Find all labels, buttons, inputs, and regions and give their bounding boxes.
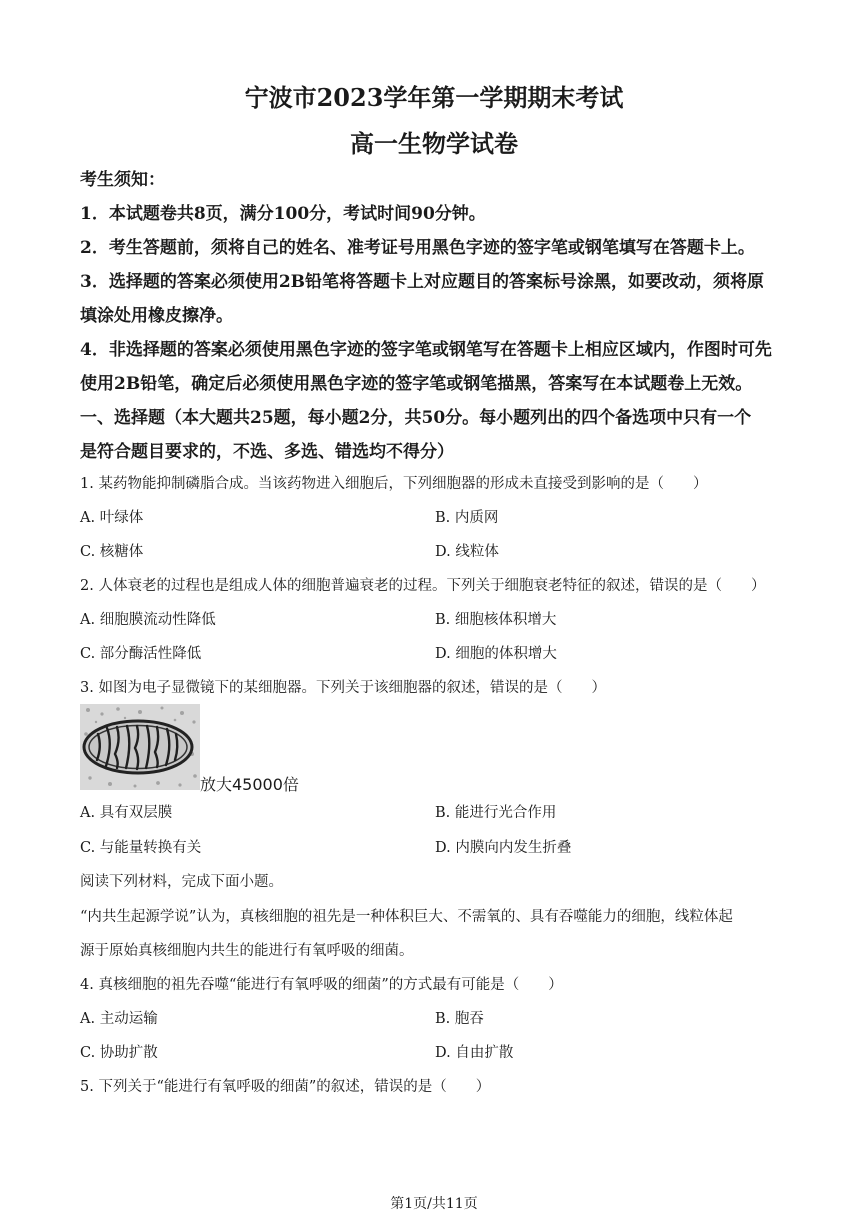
q1-option-c: C. 核糖体 <box>80 544 144 560</box>
q3-option-d: D. 内膜向内发生折叠 <box>435 840 572 856</box>
reading-material: “内共生起源学说”认为，真核细胞的祖先是一种体积巨大、不需氧的、具有吞噬能力的细胞，线粒体起 <box>80 909 733 925</box>
q3-option-c: C. 与能量转换有关 <box>80 840 202 856</box>
q4-option-b: B. 胞吞 <box>435 1011 484 1027</box>
notice-heading: 考生须知： <box>80 170 165 190</box>
reading-material-cont: 源于原始真核细胞内共生的能进行有氧呼吸的细菌。 <box>80 943 414 959</box>
q4-option-a: A. 主动运输 <box>80 1011 158 1027</box>
notice-item-2: 2．考生答题前，须将自己的姓名、准考证号用黑色字迹的签字笔或钢笔填写在答题卡上。 <box>80 238 755 258</box>
page-number: 第1页/共11页 <box>390 1196 478 1212</box>
q2-option-b: B. 细胞核体积增大 <box>435 612 557 628</box>
q3-option-b: B. 能进行光合作用 <box>435 805 557 821</box>
q2-option-d: D. 细胞的体积增大 <box>435 646 557 662</box>
q1-option-a: A. 叶绿体 <box>80 510 144 526</box>
notice-item-3: 3．选择题的答案必须使用2B铅笔将答题卡上对应题目的答案标号涂黑，如要改动，须将原 <box>80 272 765 292</box>
q2-option-a: A. 细胞膜流动性降低 <box>80 612 216 628</box>
q2-option-c: C. 部分酶活性降低 <box>80 646 202 662</box>
reading-intro: 阅读下列材料，完成下面小题。 <box>80 874 283 890</box>
notice-item-4: 4．非选择题的答案必须使用黑色字迹的签字笔或钢笔写在答题卡上相应区域内，作图时可先 <box>80 340 772 360</box>
notice-item-1: 1．本试题卷共8页，满分100分，考试时间90分钟。 <box>80 204 486 224</box>
section-heading: 一、选择题（本大题共25题，每小题2分，共50分。每小题列出的四个备选项中只有一个 <box>80 408 752 428</box>
exam-title: 宁波市2023学年第一学期期末考试 <box>244 83 624 112</box>
question-5-stem: 5. 下列关于“能进行有氧呼吸的细菌”的叙述，错误的是（ ） <box>80 1079 491 1095</box>
question-2-stem: 2. 人体衰老的过程也是组成人体的细胞普遍衰老的过程。下列关于细胞衰老特征的叙述，错误的是（ ） <box>80 578 766 594</box>
q3-option-a: A. 具有双层膜 <box>80 805 173 821</box>
q4-option-c: C. 协助扩散 <box>80 1045 158 1061</box>
mitochondrion-micrograph <box>80 704 200 790</box>
question-3-stem: 3. 如图为电子显微镜下的某细胞器。下列关于该细胞器的叙述，错误的是（ ） <box>80 680 606 696</box>
section-heading-cont: 是符合题目要求的，不选、多选、错选均不得分） <box>80 442 454 462</box>
q4-option-d: D. 自由扩散 <box>435 1045 514 1061</box>
question-1-stem: 1. 某药物能抑制磷脂合成。当该药物进入细胞后，下列细胞器的形成未直接受到影响的是（ ） <box>80 476 708 492</box>
figure-caption: 放大45000倍 <box>200 775 299 794</box>
notice-item-4-cont: 使用2B铅笔，确定后必须使用黑色字迹的签字笔或钢笔描黑，答案写在本试题卷上无效。 <box>80 374 753 394</box>
exam-subtitle: 高一生物学试卷 <box>350 129 518 158</box>
notice-item-3-cont: 填涂处用橡皮擦净。 <box>80 306 233 326</box>
q1-option-d: D. 线粒体 <box>435 544 499 560</box>
question-4-stem: 4. 真核细胞的祖先吞噬“能进行有氧呼吸的细菌”的方式最有可能是（ ） <box>80 977 563 993</box>
q1-option-b: B. 内质网 <box>435 510 499 526</box>
